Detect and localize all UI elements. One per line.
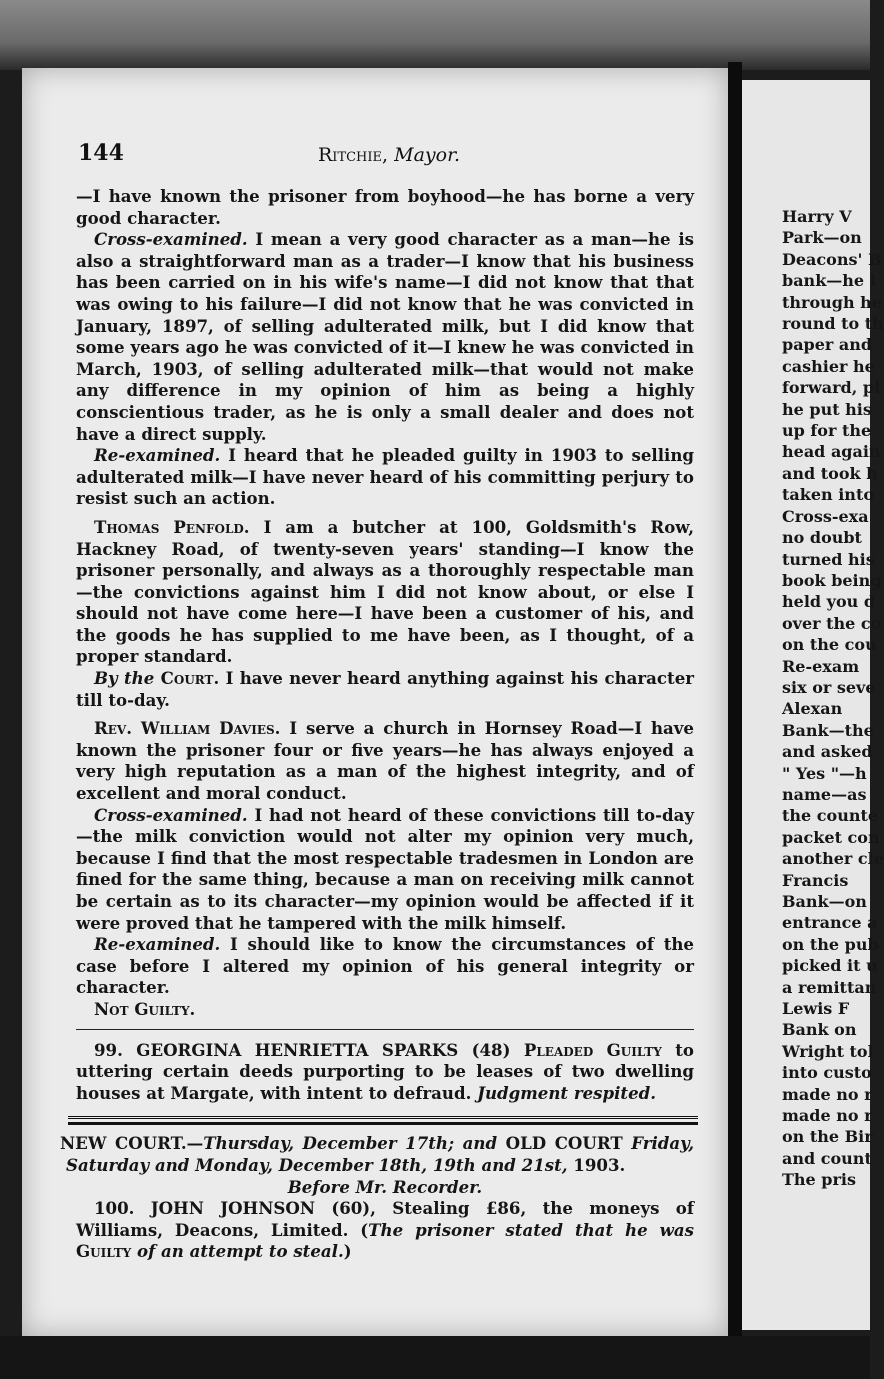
facing-page-line: bank—he l xyxy=(782,271,876,291)
paragraph xyxy=(76,445,694,510)
facing-page-line: six or seve xyxy=(782,677,876,697)
facing-page-line: a remittan xyxy=(782,977,877,997)
paragraph-text: I heard that he pleaded guilty in 1903 to selling adulterated milk—I have never heard of his committing perjury to resist such an action. xyxy=(76,445,694,509)
facing-page-line: Bank—the xyxy=(782,720,874,740)
old-court-dates: Friday, Saturday and Monday, December 18th, 19th and 21st, xyxy=(66,1133,694,1175)
court-session-heading xyxy=(60,1133,694,1176)
facing-page-line: Park—on xyxy=(782,228,862,248)
paragraph-text: I have never heard anything against his character till to-day. xyxy=(76,668,694,710)
facing-page-line: " Yes "—h xyxy=(782,763,867,783)
book-gutter xyxy=(728,62,742,1352)
facing-page-line: on the pub xyxy=(782,934,879,954)
paragraph-text: I am a butcher at 100, Goldsmith's Row, Hackney Road, of twenty-seven years' standing—I know the prisoner personally, and always as a thoroughly respectable man—the convictions against him I did not know about, or else I should not have come here—I have been a customer of his, and the goods he has supplied to me have been, as I thought, of a proper standard. xyxy=(76,516,694,667)
facing-page-line: Re-exam xyxy=(782,656,860,676)
facing-page-line: head again xyxy=(782,442,881,462)
new-court-dates: Thursday, December 17th; and xyxy=(203,1133,498,1154)
facing-page-line: and count xyxy=(782,1148,872,1168)
page-number: 144 xyxy=(78,140,124,166)
paragraph-text: I had not heard of these convictions till to-day—the milk conviction would not alter my opinion very much, because I find that the most respectable tradesmen in London are fined for the same thing, because a man on receiving milk cannot be certain as to its character—my opinion would be affected if it were proved that he tampered with the milk himself. xyxy=(76,804,694,933)
facing-page-line: made no r xyxy=(782,1106,873,1126)
facing-page-line: no doubt xyxy=(782,528,862,548)
paragraph xyxy=(76,229,694,445)
facing-page-line: another cle xyxy=(782,849,884,869)
paragraph xyxy=(76,934,694,999)
facing-page-line: made no r xyxy=(782,1084,873,1104)
page-header xyxy=(78,140,698,176)
examination-label: Cross-examined. xyxy=(94,804,248,825)
facing-page-line: Wright tol xyxy=(782,1041,874,1061)
facing-page-line: paper and xyxy=(782,335,873,355)
session-year: 1903. xyxy=(567,1154,626,1175)
facing-page-line: taken into xyxy=(782,485,874,505)
before-recorder: Before Mr. Recorder. xyxy=(287,1176,483,1197)
facing-page-line: The pris xyxy=(782,1170,856,1190)
paragraph xyxy=(76,668,694,711)
case-99 xyxy=(76,1040,694,1105)
examination-label: Re-examined. xyxy=(94,445,221,466)
facing-page-line: and took h xyxy=(782,463,878,483)
facing-page-line: and asked xyxy=(782,742,873,762)
case-99-text: to uttering certain deeds purporting to be leases of two dwelling houses at Margate, with intent to defraud. xyxy=(76,1039,694,1103)
facing-page-text xyxy=(782,206,884,1191)
paragraph-text: I should like to know the circumstances of the case before I altered my opinion of his general integrity or character. xyxy=(76,934,694,998)
scan-bottom-edge xyxy=(0,1336,870,1379)
facing-page-line: on the cou xyxy=(782,635,877,655)
examination-label: By the xyxy=(94,668,155,689)
facing-page-line: book being xyxy=(782,570,882,590)
facing-page-line: forward, pl xyxy=(782,378,881,398)
facing-page-line: packet con xyxy=(782,827,880,847)
paragraph xyxy=(76,186,694,229)
facing-page-line: Bank on xyxy=(782,1020,857,1040)
judgment: Judgment respited. xyxy=(477,1082,657,1103)
facing-page-line: over the co xyxy=(782,613,882,633)
paragraph xyxy=(76,805,694,935)
paragraph xyxy=(76,718,694,804)
facing-page-line: Deacons' B xyxy=(782,249,882,269)
paragraph-text: I serve a church in Hornsey Road—I have known the prisoner four or five years—he has always enjoyed a very high reputation as a man of the highest integrity, and of excellent and moral conduct. xyxy=(76,718,694,804)
case-99-lead: 99. GEORGINA HENRIETTA SPARKS (48) xyxy=(94,1039,511,1060)
facing-page-line: up for the xyxy=(782,421,872,441)
scan-top-edge xyxy=(0,0,870,70)
facing-page-line: picked it u xyxy=(782,956,878,976)
paragraph-text: I mean a very good character as a man—he is also a straightforward man as a trader—I know that his business has been carried on in his wife's name—I did not know that that was owing to his failure—I did not know that he was convicted in January, 1897, of selling adulterated milk, but I did know that some years ago he was convicted of it—I knew he was convicted in March, 1903, of selling adulterated milk—that would not make any difference in my opinion of him as being a highly conscientious trader, as he is only a small dealer and does not have a direct supply. xyxy=(76,229,694,444)
facing-page-line: held you d xyxy=(782,592,876,612)
court-label: Court. xyxy=(160,668,220,689)
facing-page-line: Lewis F xyxy=(782,999,850,1019)
running-head-title: Mayor. xyxy=(394,144,461,166)
facing-page-line: through he xyxy=(782,292,882,312)
facing-page-line: entrance a xyxy=(782,913,878,933)
facing-page-line: cashier he xyxy=(782,356,875,376)
paragraph-text: —I have known the prisoner from boyhood—he has borne a very good character. xyxy=(76,186,694,228)
running-head-name: Ritchie, xyxy=(318,144,389,166)
note-open-paren: ( xyxy=(348,1219,369,1240)
witness-name: Thomas Penfold. xyxy=(94,516,250,537)
case-100-note: The prisoner stated that he was xyxy=(368,1219,694,1240)
facing-page xyxy=(742,80,884,1330)
old-court-label: OLD COURT xyxy=(497,1133,632,1154)
page-body xyxy=(60,186,694,1263)
examination-label: Re-examined. xyxy=(94,934,221,955)
double-rule-divider xyxy=(68,1116,698,1125)
facing-page-line: he put his xyxy=(782,399,872,419)
facing-page-line: Cross-exa xyxy=(782,506,869,526)
facing-page-line: Francis xyxy=(782,870,849,890)
note-close-paren: ) xyxy=(343,1241,352,1262)
paragraph xyxy=(76,517,694,668)
note-guilty: Guilty xyxy=(76,1241,132,1262)
facing-page-line: Bank—on xyxy=(782,892,867,911)
facing-page-line: Alexan xyxy=(782,699,843,719)
section-divider xyxy=(76,1029,694,1030)
facing-page-line: turned his xyxy=(782,549,875,569)
case-100-note-end: of an attempt to steal. xyxy=(137,1241,344,1262)
facing-page-line: round to th xyxy=(782,314,884,334)
case-100 xyxy=(76,1198,694,1263)
running-head xyxy=(318,144,460,166)
witness-name: Rev. William Davies. xyxy=(94,718,281,739)
facing-page-line: on the Bir xyxy=(782,1127,873,1147)
facing-page-line: the counte xyxy=(782,806,879,826)
new-court-label: NEW COURT.— xyxy=(60,1133,204,1154)
facing-page-line: into custo xyxy=(782,1063,872,1083)
plea: Pleaded Guilty xyxy=(523,1039,662,1060)
facing-page-line: name—as xyxy=(782,784,867,804)
facing-page-line: Harry V xyxy=(782,207,852,226)
examination-label: Cross-examined. xyxy=(94,229,248,250)
verdict: Not Guilty. xyxy=(94,998,196,1019)
case-100-lead: 100. JOHN JOHNSON (60), Stealing £86, the moneys of Williams, Deacons, Limited. xyxy=(76,1198,694,1240)
